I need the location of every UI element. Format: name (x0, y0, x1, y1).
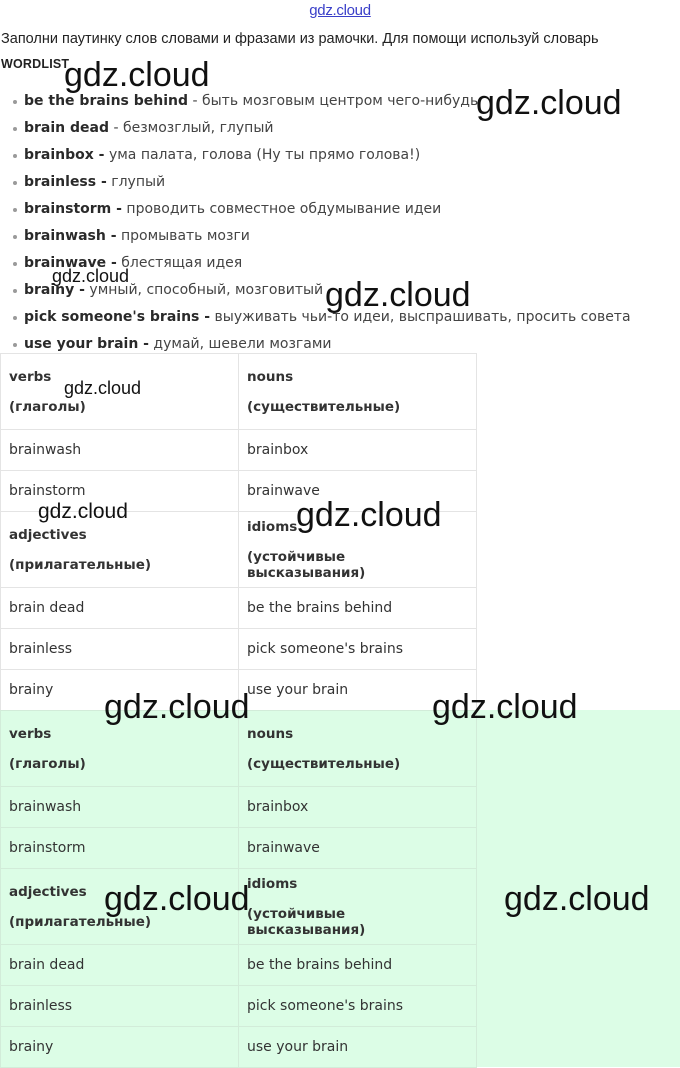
watermark: gdz.cloud (104, 880, 250, 918)
watermark: gdz.cloud (52, 266, 130, 286)
table-cell: brainstorm (1, 828, 239, 869)
wordlist-term: brain dead (24, 120, 109, 136)
list-item (0, 196, 631, 223)
header-translation: (глаголы) (9, 755, 86, 772)
wordlist-term: pick someone's brains - (24, 309, 211, 325)
table-cell: brainbox (239, 430, 477, 471)
table-row (1, 1027, 477, 1068)
header-label: idioms (247, 518, 298, 535)
table-row (1, 945, 477, 986)
wordlist-definition: блестящая идея (116, 255, 243, 271)
header-translation: (прилагательные) (9, 913, 152, 930)
table-cell: use your brain (239, 670, 477, 711)
table-cell: brainwash (1, 787, 239, 828)
table-row (1, 787, 477, 828)
table-cell: pick someone's brains (239, 629, 477, 670)
header-label: adjectives (9, 883, 87, 900)
header-label: adjectives (9, 526, 87, 543)
table-cell: brain dead (1, 945, 239, 986)
watermark: gdz.cloud (432, 688, 578, 726)
wordlist-definition: ума палата, голова (Ну ты прямо голова!) (104, 147, 421, 163)
table-row (1, 430, 477, 471)
table-cell: brainwave (239, 471, 477, 512)
header-label: verbs (9, 368, 52, 385)
table-row (1, 588, 477, 629)
header-translation: (устойчивые высказывания) (247, 905, 366, 938)
wordlist-term: brainless - (24, 174, 107, 190)
table-header-cell (239, 869, 477, 945)
table-cell: brainwash (1, 430, 239, 471)
task-instruction: Заполни паутинку слов словами и фразами из рамочки. Для помощи используй словарь (1, 31, 599, 47)
watermark: gdz.cloud (64, 378, 142, 398)
table-cell: use your brain (239, 1027, 477, 1068)
header-translation: (существительные) (247, 398, 401, 415)
watermark: gdz.cloud (504, 880, 650, 918)
table-row (1, 828, 477, 869)
table-cell: brainless (1, 986, 239, 1027)
wordlist-term: brainwave - (24, 255, 117, 271)
table-header-cell (239, 354, 477, 430)
watermark: gdz.cloud (64, 56, 210, 94)
watermark: gdz.cloud (38, 500, 128, 523)
wordlist-title: WORDLIST (1, 57, 70, 71)
watermark: gdz.cloud (476, 84, 622, 122)
header-label: verbs (9, 725, 52, 742)
table-cell: pick someone's brains (239, 986, 477, 1027)
wordlist-term: brainstorm - (24, 201, 122, 217)
wordlist-definition: глупый (106, 174, 166, 190)
table-cell: brainy (1, 670, 239, 711)
wordlist-definition: выуживать чьи-то идеи, выспрашивать, просить совета (210, 309, 631, 325)
wordlist-definition: промывать мозги (116, 228, 250, 244)
table-cell: brainless (1, 629, 239, 670)
table-row (1, 986, 477, 1027)
watermark: gdz.cloud (296, 496, 442, 534)
table-row (1, 629, 477, 670)
table-cell: brainbox (239, 787, 477, 828)
wordlist-term: brainwash - (24, 228, 117, 244)
header-translation: (существительные) (247, 755, 401, 772)
wordlist-term: brainbox - (24, 147, 105, 163)
watermark: gdz.cloud (325, 276, 471, 314)
header-label: idioms (247, 875, 298, 892)
header-label: nouns (247, 368, 294, 385)
watermark: gdz.cloud (104, 688, 250, 726)
list-item (0, 169, 631, 196)
header-translation: (глаголы) (9, 398, 86, 415)
list-item (0, 304, 631, 331)
wordlist-definition: проводить совместное обдумывание идеи (121, 201, 442, 217)
wordlist-definition: думай, шевели мозгами (148, 336, 332, 352)
table-cell: be the brains behind (239, 945, 477, 986)
header-label: nouns (247, 725, 294, 742)
wordlist-term: be the brains behind (24, 93, 189, 109)
wordlist-definition: - быть мозговым центром чего-нибудь (188, 93, 479, 109)
wordlist-term: use your brain - (24, 336, 149, 352)
list-item (0, 223, 631, 250)
wordlist-definition: умный, способный, мозговитый (84, 282, 324, 298)
wordlist-term: brainy - (24, 282, 85, 298)
site-link[interactable]: gdz.cloud (309, 2, 371, 19)
wordlist (0, 88, 631, 358)
list-item (0, 142, 631, 169)
table-cell: brainy (1, 1027, 239, 1068)
table-cell: brainstorm (1, 471, 239, 512)
table-cell: be the brains behind (239, 588, 477, 629)
table-cell: brain dead (1, 588, 239, 629)
table-cell: brainwave (239, 828, 477, 869)
header-translation: (устойчивые высказывания) (247, 548, 366, 581)
wordlist-definition: - безмозглый, глупый (109, 120, 274, 136)
header-translation: (прилагательные) (9, 556, 152, 573)
